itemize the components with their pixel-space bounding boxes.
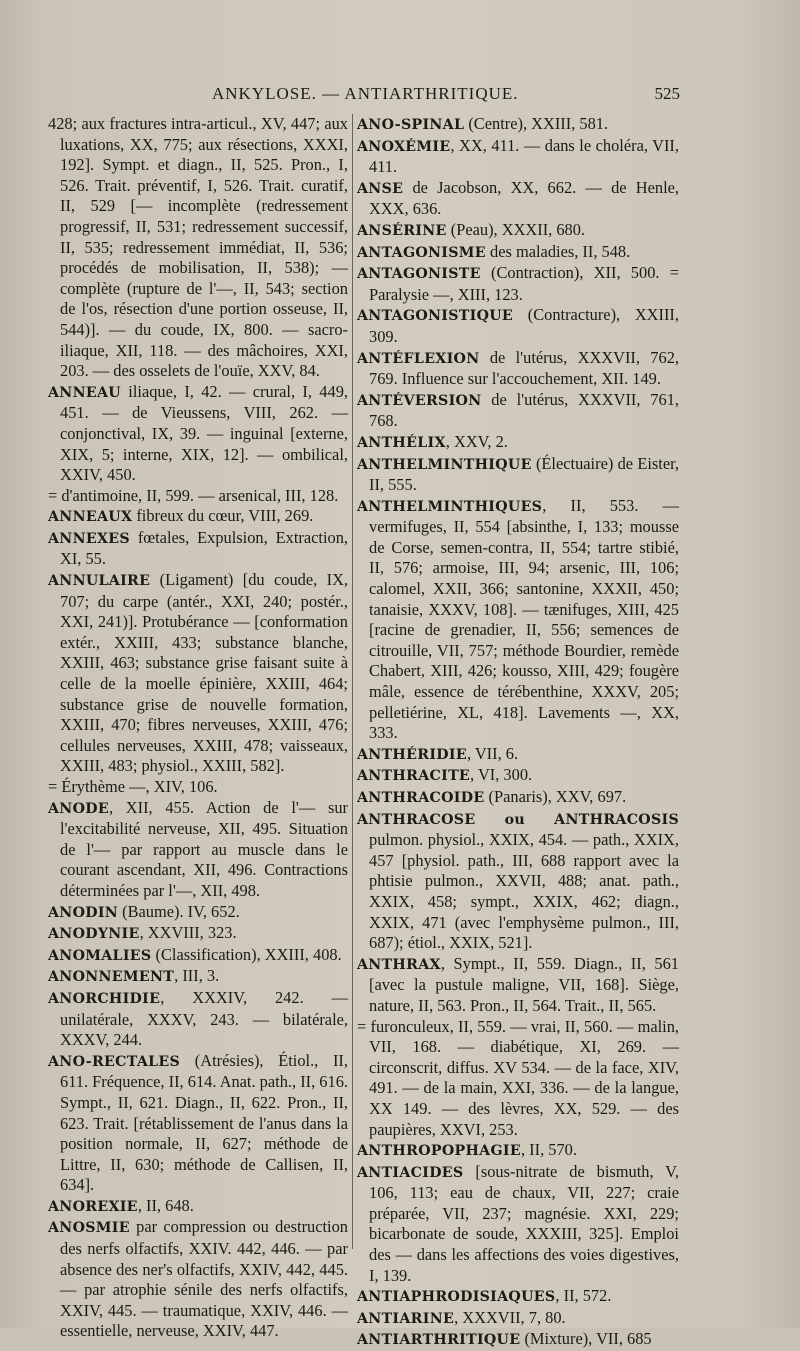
index-entry bbox=[357, 242, 679, 264]
entry-text: (Contracture), XXIII, 309. bbox=[369, 305, 679, 346]
entry-headword: ANOMALIES bbox=[48, 947, 152, 964]
entry-headword: ANTÉVERSION bbox=[357, 392, 482, 409]
index-entry bbox=[48, 114, 348, 382]
entry-headword: ANTHELMINTHIQUES bbox=[357, 498, 543, 515]
entry-text: , VI, 300. bbox=[470, 765, 533, 785]
entry-headword: ANTHRACOIDE bbox=[357, 790, 485, 806]
entry-headword: ANNEXES bbox=[48, 530, 130, 547]
entry-text: , XXV, 2. bbox=[445, 431, 508, 451]
entry-text: , II, 648. bbox=[137, 1195, 194, 1215]
index-entry bbox=[48, 777, 348, 798]
header-title: ANKYLOSE. — ANTIARTHRITIQUE. bbox=[212, 84, 519, 103]
entry-headword: ANTAGONISTIQUE bbox=[357, 308, 514, 325]
entry-text: de Jacobson, XX, 662. — de Henle, XXX, 636. bbox=[369, 177, 679, 219]
index-entry bbox=[357, 809, 679, 954]
index-entry bbox=[48, 923, 348, 945]
index-entry bbox=[48, 1196, 348, 1218]
entry-text: (Atrésies), Étiol., II, 611. Fréquence, II, 614. Anat. path., II, 616. Sympt., II, 621. Diagn., II, 622. Pron., II, 623. Trait. [rétablissement de l'anus dans la position normale, II, 627; méthode de Littre, II, 630; méthode de Callisen, II, 634]. bbox=[60, 1050, 348, 1195]
index-entry bbox=[357, 263, 679, 305]
index-entry bbox=[48, 945, 348, 967]
entry-text: fœtales, Expulsion, Extraction, XI, 55. bbox=[60, 527, 348, 569]
entry-headword: ANOSMIE bbox=[48, 1220, 130, 1237]
column-divider bbox=[352, 114, 353, 1249]
index-entry bbox=[357, 1162, 679, 1287]
index-entry bbox=[48, 570, 348, 777]
entry-text: (Baume). IV, 652. bbox=[118, 901, 240, 921]
index-entry bbox=[357, 432, 679, 454]
entry-headword: ANODYNIE bbox=[48, 926, 140, 943]
entry-headword: ANOREXIE bbox=[48, 1198, 138, 1215]
entry-text: , II, 553. — vermifuges, II, 554 [absinthe, I, 133; mousse de Corse, semen-contra, II, 554; tartre stibié, II, 576; armoise, III, 94; arsenic, III, 106; calomel, XXII, 366; santonine, XXXII, 450; tanaisie, XXXV, 108]. — tænifuges, XIII, 425 [racine de grenadier, II, 556; semences de citrouille, VII, 757; méthode Bourdier, remède Chabert, XIII, 426; kousso, XIII, 429; fougère mâle, essence de térébenthine, XXXV, 205; pelletiérine, XL, 418]. Lavements —, XX, 333. bbox=[369, 495, 679, 743]
entry-text: , III, 3. bbox=[174, 966, 220, 986]
page-number: 525 bbox=[654, 84, 680, 103]
entry-headword: ANONNEMENT bbox=[48, 969, 175, 986]
index-entry bbox=[48, 798, 348, 902]
entry-headword: ANTIAPHRODISIAQUES bbox=[357, 1289, 556, 1306]
entry-text: = Érythème —, XIV, 106. bbox=[48, 777, 218, 796]
index-entry bbox=[357, 220, 679, 242]
entry-headword: ANTÉFLEXION bbox=[357, 350, 480, 367]
entry-text: (Ligament) [du coude, IX, 707; du carpe (antér., XXI, 240; postér., XXI, 241)]. Protubérance — [conformation extér., XXIII, 433; substance blanche, XXIII, 463; substance grise faisant suite à celle de la moelle épinière, XXIII, 464; substance grise de nouvelle formation, XXIII, 470; fibres nerveuses, XXIII, 476; cellules nerveuses, XXIII, 478; vaisseaux, XXIII, 483; physiol., XXIII, 582]. bbox=[60, 570, 348, 776]
entry-text: de l'utérus, XXXVII, 761, 768. bbox=[369, 389, 679, 431]
index-entry bbox=[357, 114, 679, 136]
entry-text: (Centre), XXIII, 581. bbox=[464, 114, 609, 133]
entry-text: , II, 570. bbox=[520, 1140, 577, 1160]
entry-text: fibreux du cœur, VIII, 269. bbox=[132, 506, 314, 526]
index-entry bbox=[48, 966, 348, 988]
entry-headword: ANO-SPINAL bbox=[357, 117, 465, 133]
entry-headword: ANTHÉLIX bbox=[357, 434, 446, 451]
index-entry bbox=[48, 528, 348, 570]
entry-text: , VII, 6. bbox=[466, 743, 519, 763]
index-entry bbox=[357, 178, 679, 220]
entry-text: (Peau), XXXII, 680. bbox=[446, 219, 586, 239]
entry-headword: ANNULAIRE bbox=[48, 573, 151, 590]
entry-text: (Électuaire) de Eister, II, 555. bbox=[369, 453, 679, 495]
index-entry bbox=[357, 1329, 679, 1351]
index-entry bbox=[357, 454, 679, 496]
index-entry bbox=[48, 382, 348, 486]
entry-text: de l'utérus, XXXVII, 762, 769. Influence sur l'accouchement, XII. 149. bbox=[369, 347, 679, 389]
index-entry bbox=[357, 1286, 679, 1308]
entry-text: des maladies, II, 548. bbox=[485, 241, 631, 261]
index-entry bbox=[357, 496, 679, 744]
entry-text: , XX, 411. — dans le choléra, VII, 411. bbox=[369, 135, 679, 177]
index-entry bbox=[357, 390, 679, 432]
entry-headword: ANTIARTHRITIQUE bbox=[357, 1332, 521, 1349]
entry-headword: ANTHRAX bbox=[357, 956, 441, 973]
index-entry bbox=[357, 1017, 679, 1141]
index-entry bbox=[48, 506, 348, 528]
index-entry bbox=[48, 902, 348, 924]
entry-text: [sous-nitrate de bismuth, V, 106, 113; eau de chaux, VII, 227; craie préparée, VII, 237; magnésie. XXI, 229; bicarbonate de soude, XXXIII, 325]. Emploi des — dans les affections des voies digestives, I, 139. bbox=[369, 1161, 679, 1285]
index-entry bbox=[357, 765, 679, 787]
entry-headword: ANTHRACOSE ou ANTHRACOSIS bbox=[357, 811, 679, 828]
entry-text: , XXXVII, 7, 80. bbox=[454, 1307, 566, 1327]
entry-text: iliaque, I, 42. — crural, I, 449, 451. — de Vieussens, VIII, 262. — conjonctival, IX, 39. — inguinal [externe, XIX, 5; interne, XIX, 12]. — ombilical, XXIV, 450. bbox=[60, 381, 348, 485]
entry-headword: ANTHELMINTHIQUE bbox=[357, 456, 532, 473]
entry-headword: ANTAGONISTE bbox=[357, 266, 481, 283]
entry-text: , II, 572. bbox=[555, 1286, 612, 1306]
entry-headword: ANO-RECTALES bbox=[48, 1053, 181, 1070]
index-entry bbox=[357, 136, 679, 178]
index-entry bbox=[357, 1308, 679, 1330]
entry-text: (Contraction), XII, 500. = Paralysie —, XIII, 123. bbox=[369, 263, 679, 304]
entry-headword: ANODIN bbox=[48, 904, 119, 921]
entry-text: (Mixture), VII, 685 bbox=[520, 1329, 652, 1349]
index-entry bbox=[357, 348, 679, 390]
right-column bbox=[357, 114, 679, 1351]
entry-headword: ANSÉRINE bbox=[357, 222, 447, 239]
entry-text: , XII, 455. Action de l'— sur l'excitabilité nerveuse, XII, 495. Situation de l'— par rapport au muscle dans le courant ascendant, XII, 496. Contractions déterminées par l'—, XII, 498. bbox=[60, 797, 348, 900]
entry-headword: ANSE bbox=[357, 180, 404, 197]
entry-text: , Sympt., II, 559. Diagn., II, 561 [avec la pustule maligne, VII, 168]. Siège, nature, II, 563. Pron., II, 564. Trait., II, 565. bbox=[369, 953, 679, 1015]
index-entry bbox=[357, 1140, 679, 1162]
entry-text: , XXVIII, 323. bbox=[139, 923, 237, 943]
index-entry bbox=[48, 486, 348, 507]
entry-text: (Panaris), XXV, 697. bbox=[484, 787, 627, 806]
entry-headword: ANOXÉMIE bbox=[357, 138, 451, 155]
entry-headword: ANNEAU bbox=[48, 384, 121, 401]
running-header bbox=[0, 84, 800, 108]
entry-text: = furonculeux, II, 559. — vrai, II, 560. — malin, VII, 168. — diabétique, XI, 269. — circonscrit, diffus. XV 534. — de la face, XIV, 491. — de la main, XXI, 336. — de la langue, XX 149. — des lèvres, XX, 529. — des paupières, XXVI, 253. bbox=[357, 1016, 679, 1139]
entry-text: , XXXIV, 242. — unilatérale, XXXV, 243. — bilatérale, XXXV, 244. bbox=[60, 987, 348, 1050]
entry-headword: ANNEAUX bbox=[48, 509, 133, 526]
entry-text: 428; aux fractures intra-articul., XV, 447; aux luxations, XX, 775; aux résections, XXXI, 192]. Sympt. et diagn., II, 525. Pron., I, 526. Trait. préventif, I, 526. Trait. curatif, II, 529 [— incomplète (redressement progressif, II, 531; redressement successif, II, 535; redressement immédiat, II, 536; procédés de mobilisation, II, 538); — complète (rupture de l'—, II, 543; section de l'os, résection d'une portion osseuse, II, 544)]. — du coude, IX, 800. — sacro-iliaque, XII, 118. — des mâchoires, XXI, 203. — des osselets de l'ouïe, XXV, 84. bbox=[48, 114, 348, 381]
entry-headword: ANTHRACITE bbox=[357, 768, 471, 785]
entry-text: pulmon. physiol., XXIX, 454. — path., XXIX, 457 [physiol. path., III, 688 rapport avec la phtisie pulmon., XXVII, 488; anat. path., XXIX, 458; sympt., XXIX, 462; diagn., XXIX, 471 (avec l'emphysème pulmon., III, 687); étiol., XXIX, 521]. bbox=[369, 830, 679, 953]
entry-headword: ANORCHIDIE bbox=[48, 990, 161, 1007]
entry-headword: ANTAGONISME bbox=[357, 244, 486, 261]
entry-text: par compression ou destruction des nerfs olfactifs, XXIV. 442, 446. — par absence des ner's olfactifs, XXIV, 442, 445. — par atrophie sénile des nerfs olfactifs, XXIV, 445. — traumatique, XXIV, 446. — essentielle, nerveuse, XXIV, 447. bbox=[60, 1217, 348, 1341]
index-entry bbox=[48, 1217, 348, 1342]
left-column bbox=[48, 114, 348, 1342]
index-entry bbox=[48, 1051, 348, 1196]
entry-headword: ANODE bbox=[48, 800, 109, 817]
entry-headword: ANTIARINE bbox=[357, 1310, 455, 1327]
entry-headword: ANTIACIDES bbox=[357, 1164, 464, 1181]
entry-text: = d'antimoine, II, 599. — arsenical, III, 128. bbox=[48, 485, 339, 505]
entry-text: (Classification), XXIII, 408. bbox=[151, 944, 342, 964]
index-entry bbox=[357, 744, 679, 766]
index-entry bbox=[357, 787, 679, 809]
entry-headword: ANTHÉRIDIE bbox=[357, 746, 467, 763]
index-entry bbox=[357, 954, 679, 1017]
index-entry bbox=[48, 988, 348, 1051]
index-entry bbox=[357, 305, 679, 347]
entry-headword: ANTHROPOPHAGIE bbox=[357, 1143, 521, 1160]
